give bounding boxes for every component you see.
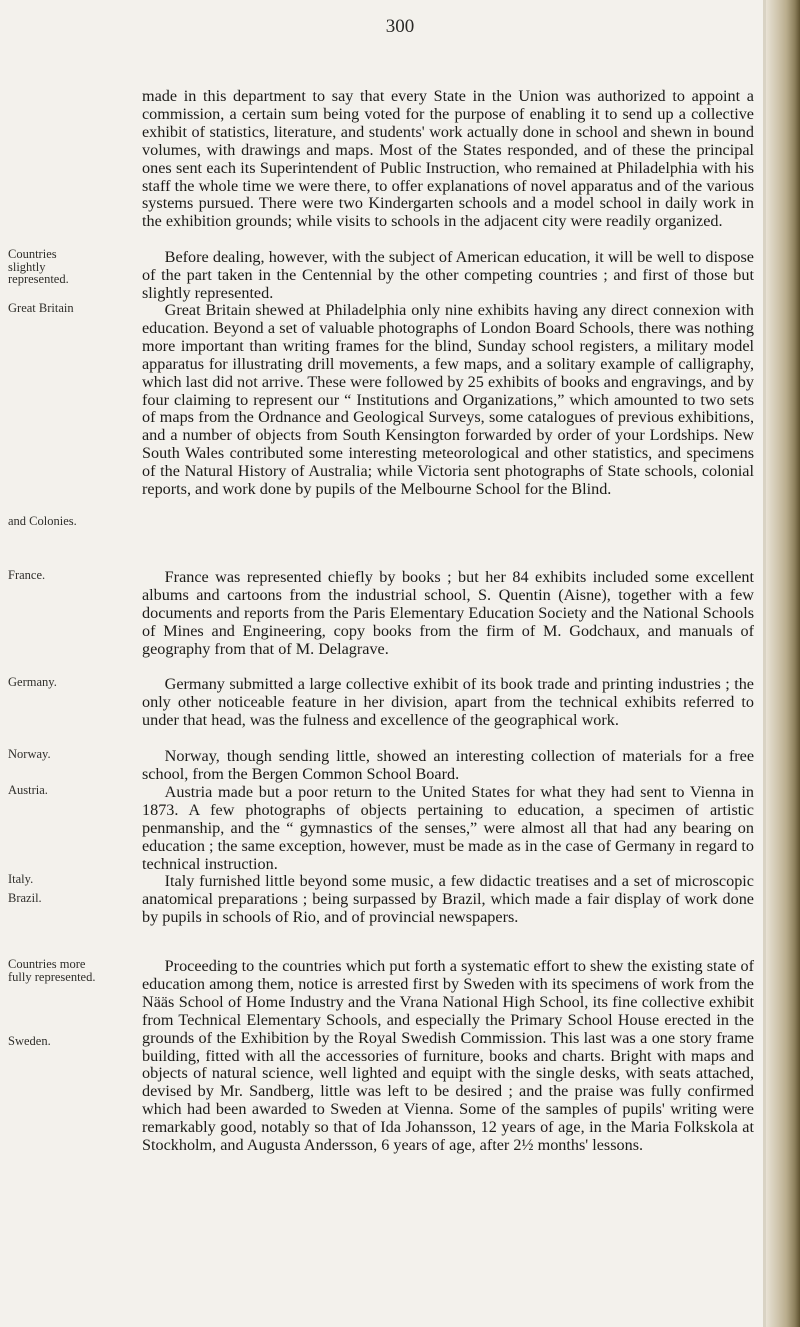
sidenote-germany: Germany. [8,675,57,689]
sidenote-brazil: Brazil. [8,891,42,905]
sidenote-austria: Austria. [8,783,48,797]
sidenote-sweden: Sweden. [8,1034,51,1048]
paragraph-other-countries: Before dealing, however, with the subject of American education, it will be well to dispose of the part taken in the Centennial by the other competing countries ; and first of those but slightly represented. [142,248,754,302]
sidenote-norway: Norway. [8,747,51,761]
paragraph-sweden: Proceeding to the countries which put forth a systematic effort to shew the existing state of education among them, notice is arrested first by Sweden with its specimens of work from the Nääs School of Home Industry and the Vrana National High School, its fine collective exhibit from Technical Elementary Schools, and especially the Primary School House erected in the grounds of the Exhibition by the Royal Swedish Commission. This last was a one story frame building, fitted with all the accessories of furniture, books and charts. Bright with maps and objects of natural science, well lighted and equipt with the single desks, with seats attached, devised by Mr. Sandberg, little was left to be desired ; and the praise was fully confirmed which had been awarded to Sweden at Vienna. Some of the samples of pupils' writing were remarkably good, notably so that of Ida Johansson, 12 years of age, in the Maria Folkskola at Stockholm, and Augusta Andersson, 6 years of age, after 2½ months' lessons. [142,957,754,1155]
paragraph-france: France was represented chiefly by books ; but her 84 exhibits included some excellent albums and cartoons from the industrial school, S. Quentin (Aisne), together with a few documents and reports from the Paris Elementary Education Society and the National Schools of Mines and Engineering, copy books from the firm of M. Godchaux, and manuals of geography from that of M. Delagrave. [142,568,754,658]
sidenote-great-britain: Great Britain [8,301,74,315]
paragraph-intro-continued: made in this department to say that every State in the Union was authorized to appoint a commission, a certain sum being voted for the purpose of enabling it to send up a collective exhibit of statistics, literature, and students' work actually done in school and shewn in bound volumes, with drawings and maps. Most of the States responded, and of these the principal ones sent each its Superintendent of Public Instruction, who remained at Philadelphia with his staff the whole time we were there, to offer explanations of novel apparatus and of the various systems pursued. There were two Kindergarten schools and a model school in daily work in the exhibition grounds; while visits to schools in the adjacent city were readily organized. [142,87,754,231]
paragraph-austria: Austria made but a poor return to the United States for what they had sent to Vienna in 1873. A few photographs of objects pertaining to education, a specimen of artistic penmanship, and the “ gymnastics of the senses,” were almost all that had any bearing on education ; the same exception, however, must be made as in the case of Germany in regard to technical instruction. [142,783,754,873]
sidenote-countries-slightly-represented: Countries slightly represented. [8,247,69,286]
sidenote-countries-more-fully-represented: Countries more fully represented. [8,957,96,984]
book-binding [766,0,800,1327]
sidenote-colonies: and Colonies. [8,514,77,528]
paragraph-great-britain: Great Britain shewed at Philadelphia only nine exhibits having any direct connexion with education. Beyond a set of valuable photographs of London Board Schools, there was nothing more important than writing frames for the blind, Sunday school registers, a military model apparatus for illustrating drill movements, a few maps, and a solitary example of calligraphy, which last did not arrive. These were followed by 25 exhibits of books and engravings, and by four claiming to represent our “ Institutions and Organizations,” which amounted to two sets of maps from the Ordnance and Geological Surveys, some catalogues of previous exhibitions, and a number of objects from South Kensington forwarded by order of your Lordships. New South Wales contributed some interesting meteorological and other statistics, and specimens of the Natural History of Australia; while Victoria sent photographs of State schools, colonial reports, and work done by pupils of the Melbourne School for the Blind. [142,301,754,499]
paragraph-germany: Germany submitted a large collective exhibit of its book trade and printing industries ; the only other noticeable feature in her division, apart from the technical exhibits referred to under that head, was the fulness and excellence of the geographical work. [142,675,754,729]
page-number: 300 [385,16,415,37]
paragraph-italy-brazil: Italy furnished little beyond some music, a few didactic treatises and a set of microscopic anatomical preparations ; being surpassed by Brazil, which made a fair display of work done by pupils in schools of Rio, and of provincial newspapers. [142,872,754,926]
sidenote-italy: Italy. [8,872,34,886]
sidenote-france: France. [8,568,46,582]
paragraph-norway: Norway, though sending little, showed an interesting collection of materials for a free school, from the Bergen Common School Board. [142,747,754,783]
